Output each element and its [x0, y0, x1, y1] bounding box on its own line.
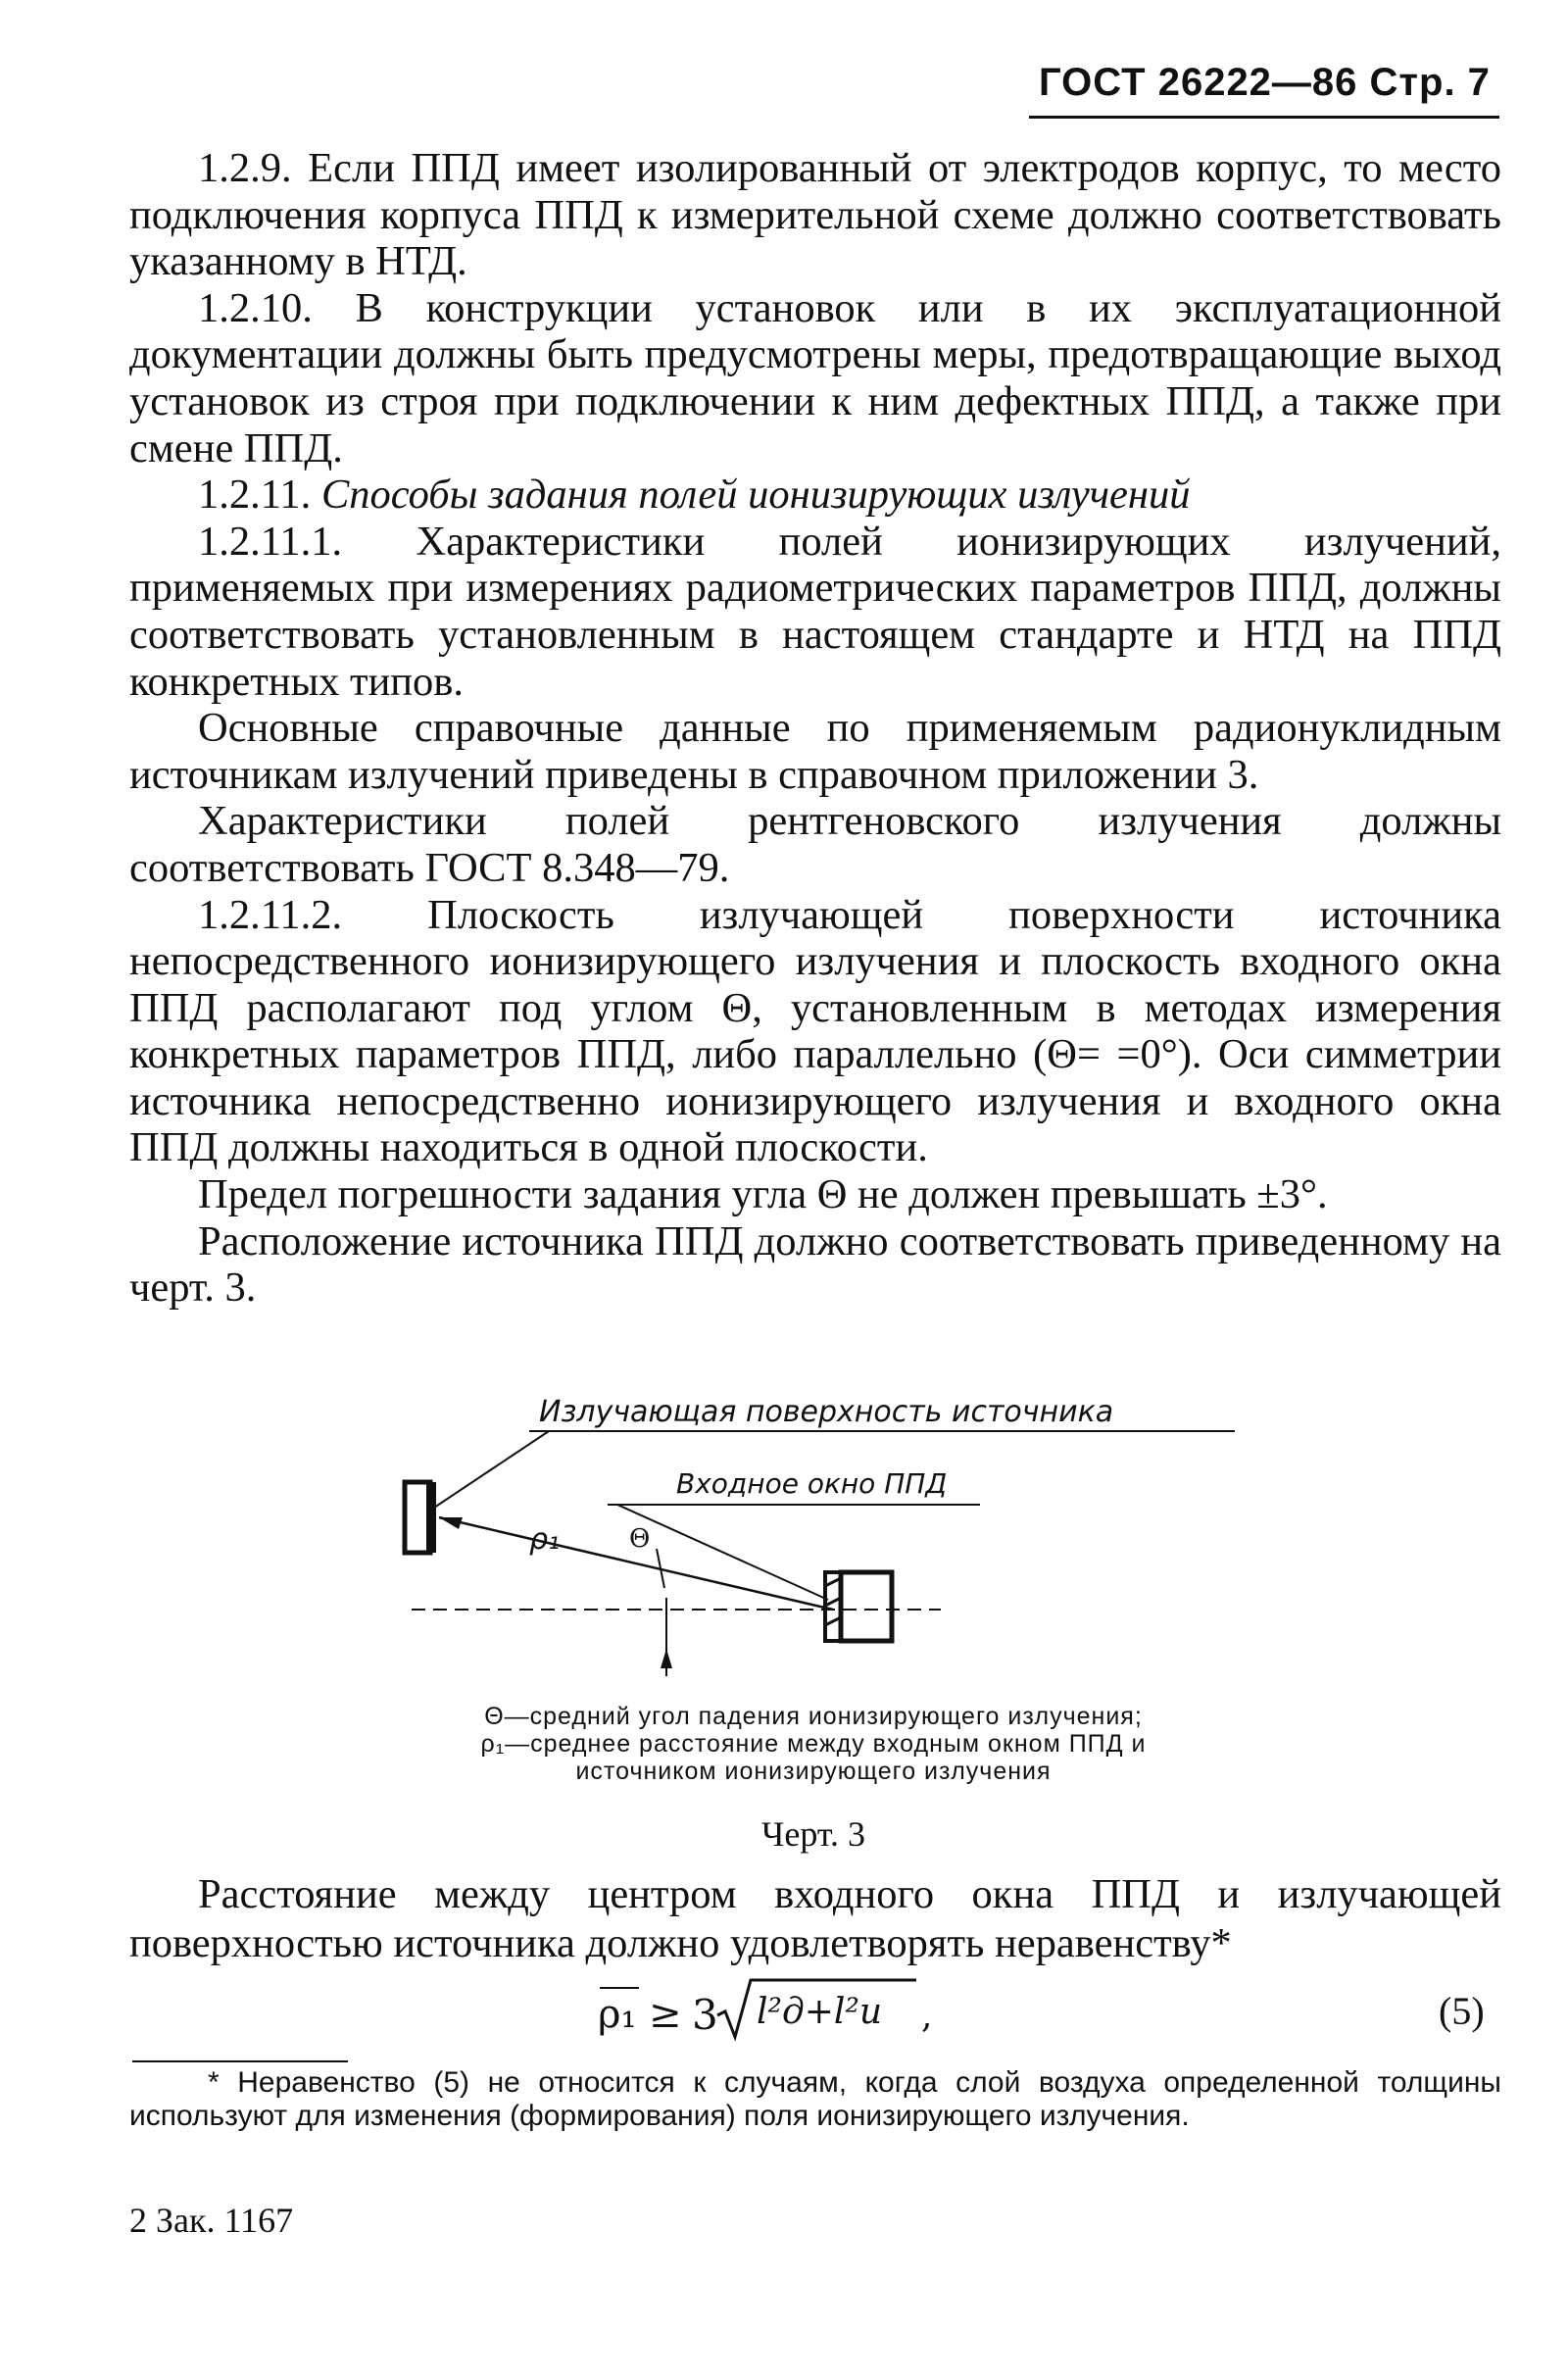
- label-input-window: Входное окно ППД: [676, 1467, 948, 1500]
- paragraph-1-2-10: 1.2.10. В конструкции установок или в их эксплуатационной документации должны быть предусмотрены меры, предотвращающие выход установок из строя при подключении к ним дефектных ППД, а также при смене ППД.: [129, 284, 1501, 471]
- formula-lhs: ρ₁: [598, 1992, 637, 2037]
- formula-coefficient: 3: [692, 1991, 718, 2039]
- normal-arrowhead: [661, 1649, 672, 1668]
- formula-radicand: l²д+l²и: [757, 1992, 883, 2032]
- drawing-3: [372, 1392, 1254, 1706]
- rho-label: ρ₁: [529, 1522, 561, 1557]
- formula-5: [588, 1972, 1000, 2051]
- paragraph-1-2-9: 1.2.9. Если ППД имеет изолированный от электродов корпус, то место подключения корпуса ППД к измерительной схеме должно соответствовать указанному в НТД.: [129, 145, 1501, 285]
- footnote-text: * Неравенство (5) не относится к случаям, когда слой воздуха определенной толщины используют для изменения (формирования) поля ионизирующего излучения.: [129, 2066, 1501, 2132]
- paragraph-arrangement: Расположение источника ППД должно соответствовать приведенному на черт. 3.: [129, 1217, 1501, 1312]
- paragraph-1-2-11-1: 1.2.11.1. Характеристики полей ионизирующих излучений, применяемых при измерениях радиометрических параметров ППД, должны соответствовать установленным в настоящем стандарте и НТД на ППД конкретных типов.: [129, 518, 1501, 705]
- page-header: ГОСТ 26222—86 Стр. 7: [1039, 61, 1491, 104]
- theta-label: Θ: [629, 1524, 651, 1554]
- formula-relation: ≥: [649, 1992, 682, 2037]
- detector-body: [841, 1572, 892, 1641]
- paragraph-distance-text: Расстояние между центром входного окна ППД и излучающей поверхностью источника должно удовлетворять неравенству*: [129, 1871, 1501, 1966]
- figure-title: Черт. 3: [761, 1814, 865, 1854]
- figure-caption: [392, 1703, 1235, 1785]
- paragraph-reference-data: Основные справочные данные по применяемым радионуклидным источникам излучений приведены в справочном приложении 3.: [129, 705, 1501, 798]
- source-label-leader: [431, 1431, 549, 1510]
- header-rule: [1029, 116, 1499, 119]
- paragraph-angle-error: Предел погрешности задания угла Θ не должен превышать ±3°.: [198, 1171, 1328, 1218]
- label-source-surface: Излучающая поверхность источника: [539, 1395, 1114, 1429]
- caption-rho: ρ₁—среднее расстояние между входным окном ППД и: [480, 1730, 1147, 1758]
- section-heading-1-2-11: [129, 471, 1501, 519]
- paragraph-xray: Характеристики полей рентгеновского излучения должны соответствовать ГОСТ 8.348—79.: [129, 798, 1501, 891]
- order-number: 2 Зак. 1167: [129, 2201, 294, 2240]
- rho-arrowhead: [439, 1517, 463, 1529]
- heading-number: 1.2.11.: [198, 471, 312, 519]
- caption-theta: Θ—средний угол падения ионизирующего излучения;: [484, 1703, 1143, 1730]
- main-text: [129, 145, 1501, 1312]
- formula-number: (5): [1439, 1989, 1485, 2033]
- caption-rho-cont: источником ионизирующего излучения: [575, 1758, 1052, 1785]
- paragraph-distance: [129, 1870, 1501, 1968]
- source-surface: [426, 1482, 436, 1553]
- footnote: [129, 2066, 1501, 2133]
- heading-title: Способы задания полей ионизирующих излучений: [320, 471, 1191, 519]
- paragraph-1-2-11-2: 1.2.11.2. Плоскость излучающей поверхности источника непосредственного ионизирующего излучения и плоскость входного окна ППД располагают под углом Θ, установленным в методах измерения конкретных параметров ППД, либо параллельно (Θ= =0°). Оси симметрии источника непосредственно ионизирующего излучения и входного окна ППД должны находиться в одной плоскости.: [129, 891, 1501, 1171]
- footnote-rule: [132, 2060, 348, 2062]
- formula-trailing: ,: [921, 1996, 933, 2036]
